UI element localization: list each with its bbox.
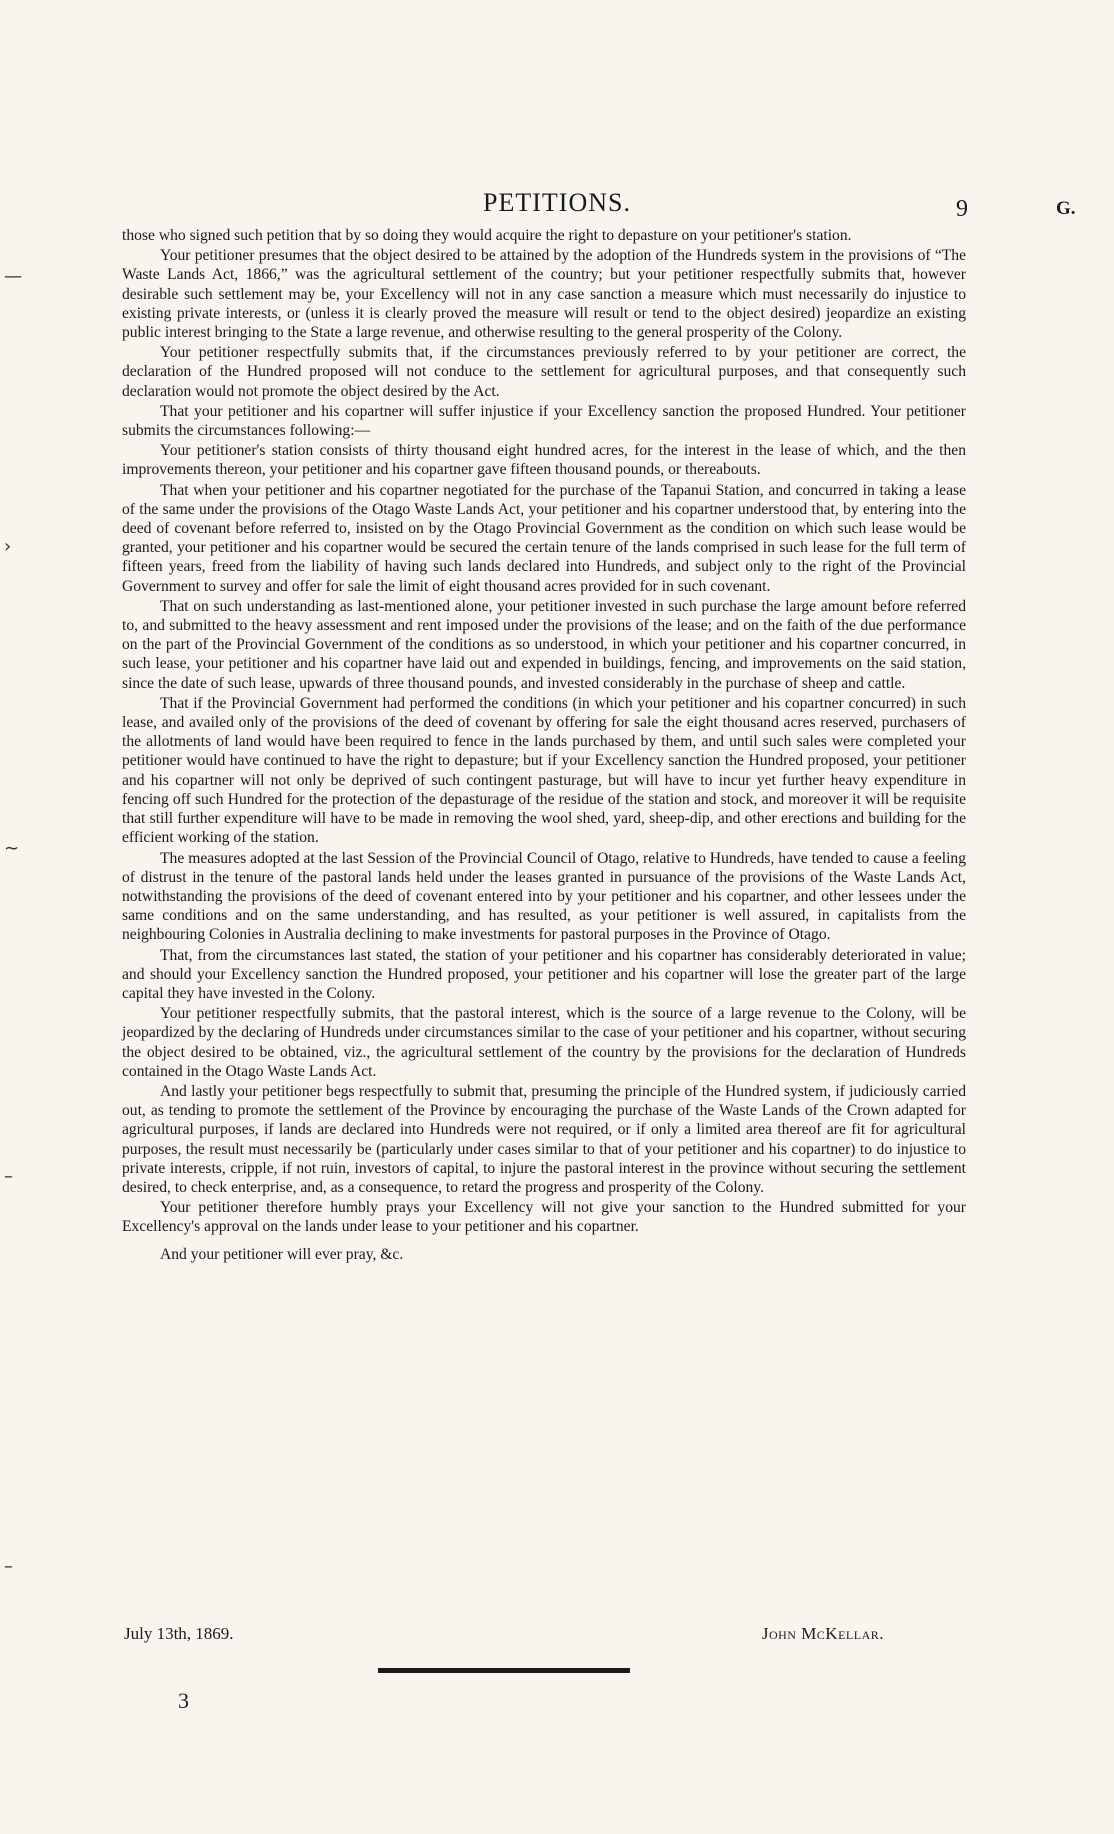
margin-mark-icon: –: [4, 1556, 13, 1577]
paragraph: Your petitioner respectfully submits, that the pastoral interest, which is the source of a large revenue to the Colony, will be jeopardized by the declaring of Hundreds under circumstances similar to the case of your petitioner and his copartner, without securing the object desired to be obtained, viz., the agricultural settlement of the country by the provisions for the declaration of Hundreds contained in the Otago Waste Lands Act.: [122, 1005, 966, 1080]
paragraph: Your petitioner's station consists of thirty thousand eight hundred acres, for the interest in the lease of which, and the then improvements thereon, your petitioner and his copartner gave fifteen thousand pounds, or thereabouts.: [122, 442, 966, 479]
margin-mark-icon: —: [4, 266, 22, 287]
paragraph: those who signed such petition that by so doing they would acquire the right to depasture on your petitioner's station.: [122, 227, 852, 244]
page-title: PETITIONS.: [483, 188, 631, 217]
signature: John McKellar.: [761, 1624, 884, 1643]
paragraph: That if the Provincial Government had performed the conditions (in which your petitioner and his copartner concurred) in such lease, and availed only of the provisions of the deed of covenant by offering for sale the eight thousand acres reserved, purchasers of the allotments of land would have been required to fence in the lands purchased by them, and until such sales were completed your petitioner would have continued to have the right to depasture; but if your Excellency sanction the Hundred proposed, your petitioner and his copartner will not only be deprived of such contingent pasturage, but will have to incur yet further heavy expenditure in fencing off such Hundred for the protection of the depasturage of the residue of the station and stock, and moreover it will be requisite that still further expenditure will have to be made in removing the wool shed, yard, sheep-dip, and other erections and building for the efficient working of the station.: [122, 694, 966, 847]
margin-mark-icon: ∼: [4, 838, 20, 859]
paragraph: The measures adopted at the last Session of the Provincial Council of Otago, relative to Hundreds, have tended to cause a feeling of distrust in the tenure of the pastoral lands held under the leases granted in pursuance of the provisions of the Waste Lands Act, notwithstanding the provisions of the deed of covenant entered into by your petitioner and his copartner, and other lessees under the same conditions and on the same understanding, and has resulted, as your petitioner is well assured, in capitalists from the neighbouring Colonies in Australia declining to make investments for pastoral purposes in the Province of Otago.: [122, 849, 966, 944]
paragraph: Your petitioner presumes that the object desired to be attained by the adoption of the Hundreds system in the provisions of “The Waste Lands Act, 1866,” was the agricultural settlement of the country; but your petitioner respectfully submits that, however desirable such settlement may be, your Excellency will not in any case sanction a measure which must necessarily do injustice to existing private interests, or (unless it is clearly proved the measure will result or tend to the object desired) jeopardize an existing public interest bringing to the State a large revenue, and otherwise resulting to the general prosperity of the Colony.: [122, 247, 966, 342]
margin-mark-icon: –: [4, 1166, 13, 1187]
paragraph: Your petitioner respectfully submits that, if the circumstances previously referred to by your petitioner are correct, the declaration of the Hundred proposed will not conduce to the settlement for agricultural purposes, and that consequently such declaration would not promote the object desired by the Act.: [122, 344, 966, 400]
divider-rule: [378, 1668, 630, 1673]
paragraph: Your petitioner therefore humbly prays your Excellency will not give your sanction to the Hundred submitted for your Excellency's approval on the lands under lease to your petitioner and his copartner.: [122, 1199, 966, 1236]
margin-mark-icon: ›: [4, 536, 12, 557]
paragraph: That your petitioner and his copartner will suffer injustice if your Excellency sanction the proposed Hundred. Your petitioner submits the circumstances following:—: [122, 402, 966, 440]
petition-date: July 13th, 1869.: [124, 1624, 234, 1643]
sheet-number: 3: [178, 1688, 189, 1713]
footer: [124, 1624, 884, 1644]
page-number: 9: [956, 196, 968, 222]
paragraph: That when your petitioner and his copartner negotiated for the purchase of the Tapanui Station, and concurred in taking a lease of the same under the provisions of the Otago Waste Lands Act, your petitioner and his copartner understood that, by entering into the deed of covenant before referred to, insisted on by the Otago Provincial Government as the condition on which such lease would be granted, your petitioner and his copartner would be secured the certain tenure of the lands comprised in such lease for the full term of fifteen years, freed from the liability of having such lands declared into Hundreds, and subject only to the right of the Provincial Government to survey and offer for sale the limit of eight thousand acres provided for in such covenant.: [122, 481, 966, 595]
page-code: G.: [1056, 198, 1076, 219]
paragraph: And lastly your petitioner begs respectfully to submit that, presuming the principle of the Hundred system, if judiciously carried out, as tending to promote the settlement of the Province by encouraging the purchase of the Waste Lands of the Crown adapted for agricultural purposes, if lands are declared into Hundreds were not required, or if only a limited area thereof are fit for agricultural purposes, the result must necessarily be (particularly under cases similar to that of your petitioner and his copartner) to do injustice to private interests, cripple, if not ruin, investors of capital, to injure the pastoral interest in the province without securing the settlement desired, to check enterprise, and, as a consequence, to retard the progress and prosperity of the Colony.: [122, 1082, 966, 1196]
paragraph: That on such understanding as last-mentioned alone, your petitioner invested in such purchase the large amount before referred to, and submitted to the heavy assessment and rent imposed under the provisions of the lease; and on the faith of the due performance on the part of the Provincial Government of the conditions as so understood, in which your petitioner and his copartner concurred, in such lease, your petitioner and his copartner have laid out and expended in buildings, fencing, and improvements on the said station, since the date of such lease, upwards of three thousand pounds, and invested considerably in the purchase of sheep and cattle.: [122, 597, 966, 692]
closing-line: And your petitioner will ever pray, &c.: [160, 1245, 404, 1263]
paragraph: That, from the circumstances last stated, the station of your petitioner and his copartner has considerably deteriorated in value; and should your Excellency sanction the Hundred proposed, your petitioner and his copartner will lose the greater part of the large capital they have invested in the Colony.: [122, 946, 966, 1002]
petition-body: [122, 226, 966, 1264]
